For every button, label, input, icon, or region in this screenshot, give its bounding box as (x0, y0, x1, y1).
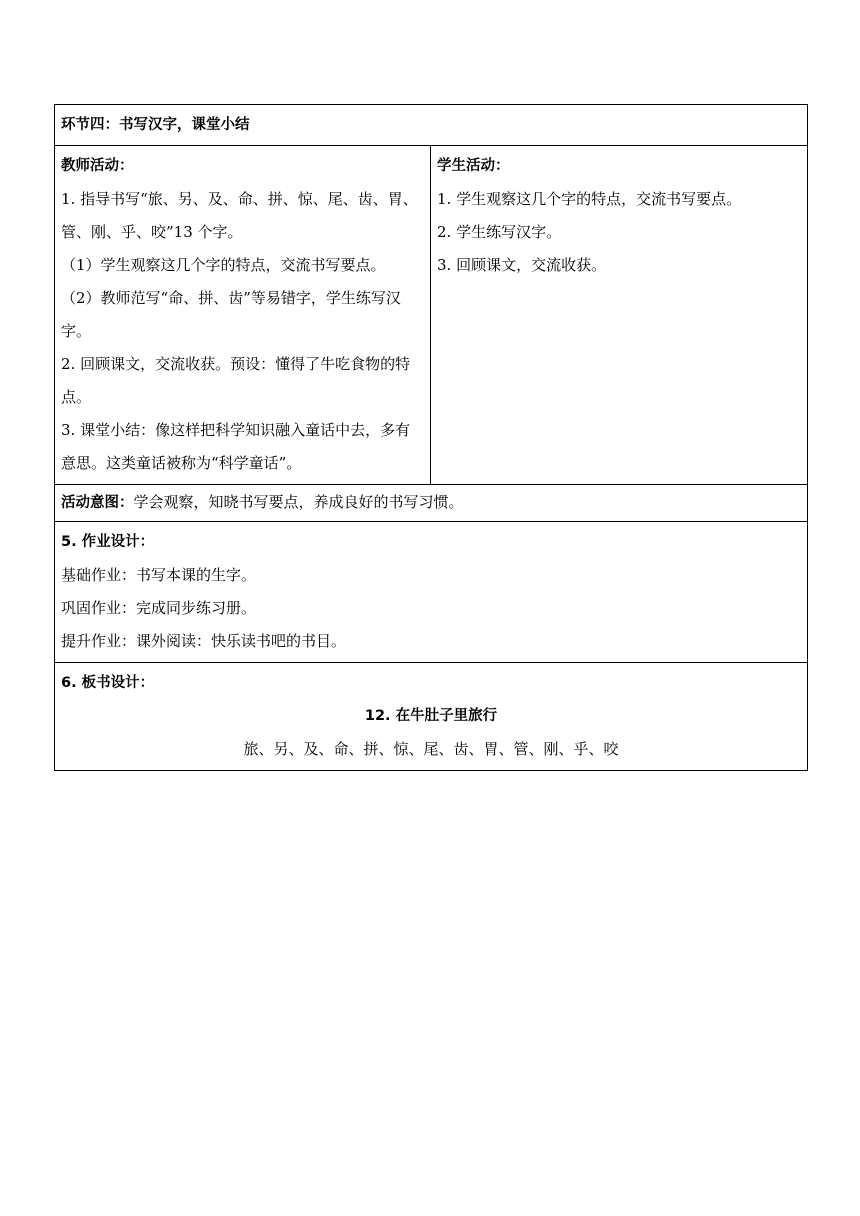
homework-item: 巩固作业：完成同步练习册。 (61, 599, 257, 617)
teacher-activity-line: 1. 指导书写“旅、另、及、命、拼、惊、尾、齿、胃、管、刚、乎、咬”13 个字。 (61, 190, 418, 241)
activities-row (55, 146, 808, 485)
lesson-plan-page (54, 104, 807, 771)
student-activity-line: 3. 回顾课文，交流收获。 (437, 256, 607, 274)
student-activity-line: 1. 学生观察这几个字的特点，交流书写要点。 (437, 190, 742, 208)
section4-heading: 环节四：书写汉字，课堂小结 (61, 117, 250, 133)
teacher-activities-cell (55, 146, 431, 485)
student-activities-cell (431, 146, 808, 485)
board-characters: 旅、另、及、命、拼、惊、尾、齿、胃、管、刚、乎、咬 (243, 740, 619, 758)
student-activities-heading: 学生活动： (437, 158, 510, 174)
teacher-activity-line: 3. 课堂小结：像这样把科学知识融入童话中去，多有意思。这类童话被称为“科学童话”。 (61, 421, 411, 472)
teacher-activities-heading: 教师活动： (61, 158, 134, 174)
board-design-heading: 6. 板书设计： (61, 675, 155, 691)
homework-heading: 5. 作业设计： (61, 534, 155, 550)
activity-intent-text: 学会观察，知晓书写要点，养成良好的书写习惯。 (133, 493, 464, 511)
homework-row (55, 522, 808, 663)
homework-item: 提升作业：课外阅读：快乐读书吧的书目。 (61, 632, 347, 650)
activity-intent-label: 活动意图： (61, 495, 134, 511)
lesson-plan-table (54, 104, 808, 771)
board-lesson-title: 12. 在牛肚子里旅行 (364, 708, 498, 724)
section4-heading-row (55, 105, 808, 146)
homework-item: 基础作业：书写本课的生字。 (61, 566, 257, 584)
teacher-activity-line: （2）教师范写“命、拼、齿”等易错字，学生练写汉字。 (61, 289, 401, 340)
student-activity-line: 2. 学生练写汉字。 (437, 223, 562, 241)
activity-intent-row (55, 485, 808, 522)
teacher-activity-line: （1）学生观察这几个字的特点，交流书写要点。 (61, 256, 386, 274)
teacher-activity-line: 2. 回顾课文，交流收获。预设：懂得了牛吃食物的特点。 (61, 355, 411, 406)
board-design-row (55, 663, 808, 771)
